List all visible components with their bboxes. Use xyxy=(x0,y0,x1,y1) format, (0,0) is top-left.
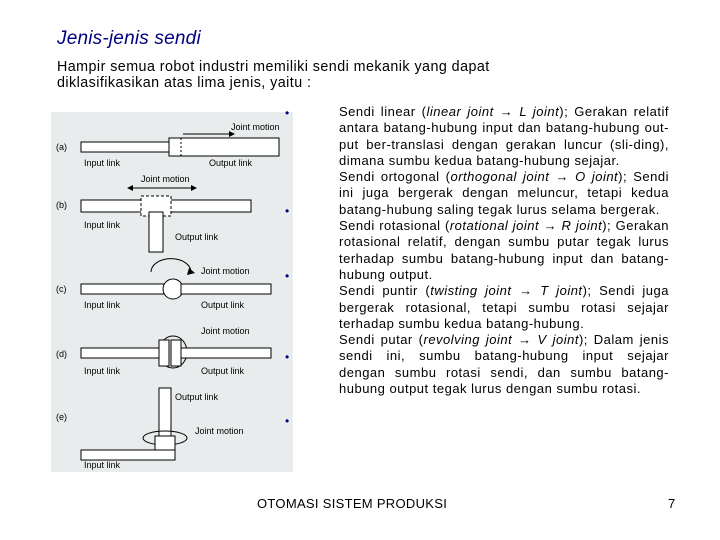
input-link-label: Input link xyxy=(84,220,121,230)
motion-arc xyxy=(151,259,191,272)
output-link-label: Output link xyxy=(175,392,219,402)
joint-motion-label: Joint motion xyxy=(141,174,190,184)
item-label: Sendi puntir (twisting joint → T joint); xyxy=(339,283,592,299)
item-description: Dalam jenis sendi ini, sumbu batang-hubung input sejajar dengan sumbu rotasi sendi, dan sumbu batang-hubung output tegak lurus dengan sumbu rotasi. xyxy=(339,332,669,397)
row-label-a: (a) xyxy=(56,142,67,152)
list-item-linear xyxy=(339,104,669,169)
bullet-icon: • xyxy=(285,204,290,218)
input-link-label: Input link xyxy=(84,366,121,376)
item-label: Sendi putar (revolving joint → V joint); xyxy=(339,332,588,348)
item-label: Sendi linear (linear joint → L joint); xyxy=(339,104,569,119)
row-label-b: (b) xyxy=(56,200,67,210)
output-link-label: Output link xyxy=(175,232,219,242)
linear-joint-diagram xyxy=(81,122,280,168)
row-label-e: (e) xyxy=(56,412,67,422)
output-link-bar xyxy=(181,284,271,294)
input-link-label: Input link xyxy=(84,158,121,168)
joint-types-figure xyxy=(51,112,293,472)
output-link-label: Output link xyxy=(201,300,245,310)
joint-diagram xyxy=(51,112,293,472)
intro-line: diklasifikasikan atas lima jenis, yaitu : xyxy=(57,75,312,91)
motion-arrow-head xyxy=(127,185,133,191)
joint-motion-label: Joint motion xyxy=(201,326,250,336)
orthogonal-joint-diagram xyxy=(81,174,251,252)
output-link-bar xyxy=(181,348,271,358)
bullet-icon: • xyxy=(285,106,290,120)
bullet-icon: • xyxy=(285,350,290,364)
item-description: Gerakan rotasional relatif, dengan sumbu putar tegak lurus terhadap sumbu batang-hubung input dan batang-hubung output. xyxy=(339,218,669,282)
row-label-c: (c) xyxy=(56,284,67,294)
input-link-bar xyxy=(81,284,167,294)
revolving-joint-diagram xyxy=(81,388,244,470)
joint-motion-label: Joint motion xyxy=(201,266,250,276)
joint-motion-label: Joint motion xyxy=(231,122,280,132)
input-link-bar xyxy=(81,348,161,358)
output-link-bar xyxy=(149,212,163,252)
joint-hub xyxy=(155,436,175,450)
bullet-icon: • xyxy=(285,414,290,428)
twisting-joint-diagram xyxy=(81,326,271,376)
list-item-rotational xyxy=(339,218,669,283)
intro-line: Hampir semua robot industri memiliki sendi mekanik yang dapat xyxy=(57,59,490,75)
joint-types-list xyxy=(339,104,669,397)
row-label-d: (d) xyxy=(56,349,67,359)
joint-motion-label: Joint motion xyxy=(195,426,244,436)
rotation-pivot xyxy=(163,279,183,299)
output-link-label: Output link xyxy=(201,366,245,376)
list-item-twisting xyxy=(339,283,669,332)
footer-text: OTOMASI SISTEM PRODUKSI xyxy=(257,496,448,511)
output-link-bar xyxy=(169,138,279,156)
input-link-label: Input link xyxy=(84,460,121,470)
item-description: Sendi ini juga bergerak dengan meluncur, tetapi kedua batang-hubung saling tegak lurus selama bergerak. xyxy=(339,169,669,217)
list-item-orthogonal xyxy=(339,169,669,218)
joint-flange xyxy=(159,340,169,366)
page-number: 7 xyxy=(668,496,676,511)
motion-arrow-head xyxy=(191,185,197,191)
input-link-label: Input link xyxy=(84,300,121,310)
item-description: Gerakan relatif antara batang-hubung input dan batang-hubung out-put ber-translasi dengan gerakan luncur (sli-ding), dimana sumbu kedua batang-hubung sejajar. xyxy=(339,104,669,168)
input-link-bar xyxy=(81,450,175,460)
item-description: Sendi juga bergerak rotasional, tetapi sumbu rotasi sejajar terhadap sumbu kedua batang-hubung. xyxy=(339,283,669,331)
slide-title: Jenis-jenis sendi xyxy=(57,28,201,49)
item-label: Sendi ortogonal (orthogonal joint → O joint); xyxy=(339,169,628,185)
intro-paragraph xyxy=(57,59,667,91)
item-label: Sendi rotasional (rotational joint → R joint); xyxy=(339,218,612,234)
list-item-revolving xyxy=(339,332,669,397)
bullet-icon: • xyxy=(285,269,290,283)
rotational-joint-diagram xyxy=(81,259,271,310)
joint-flange xyxy=(171,340,181,366)
output-link-label: Output link xyxy=(209,158,253,168)
